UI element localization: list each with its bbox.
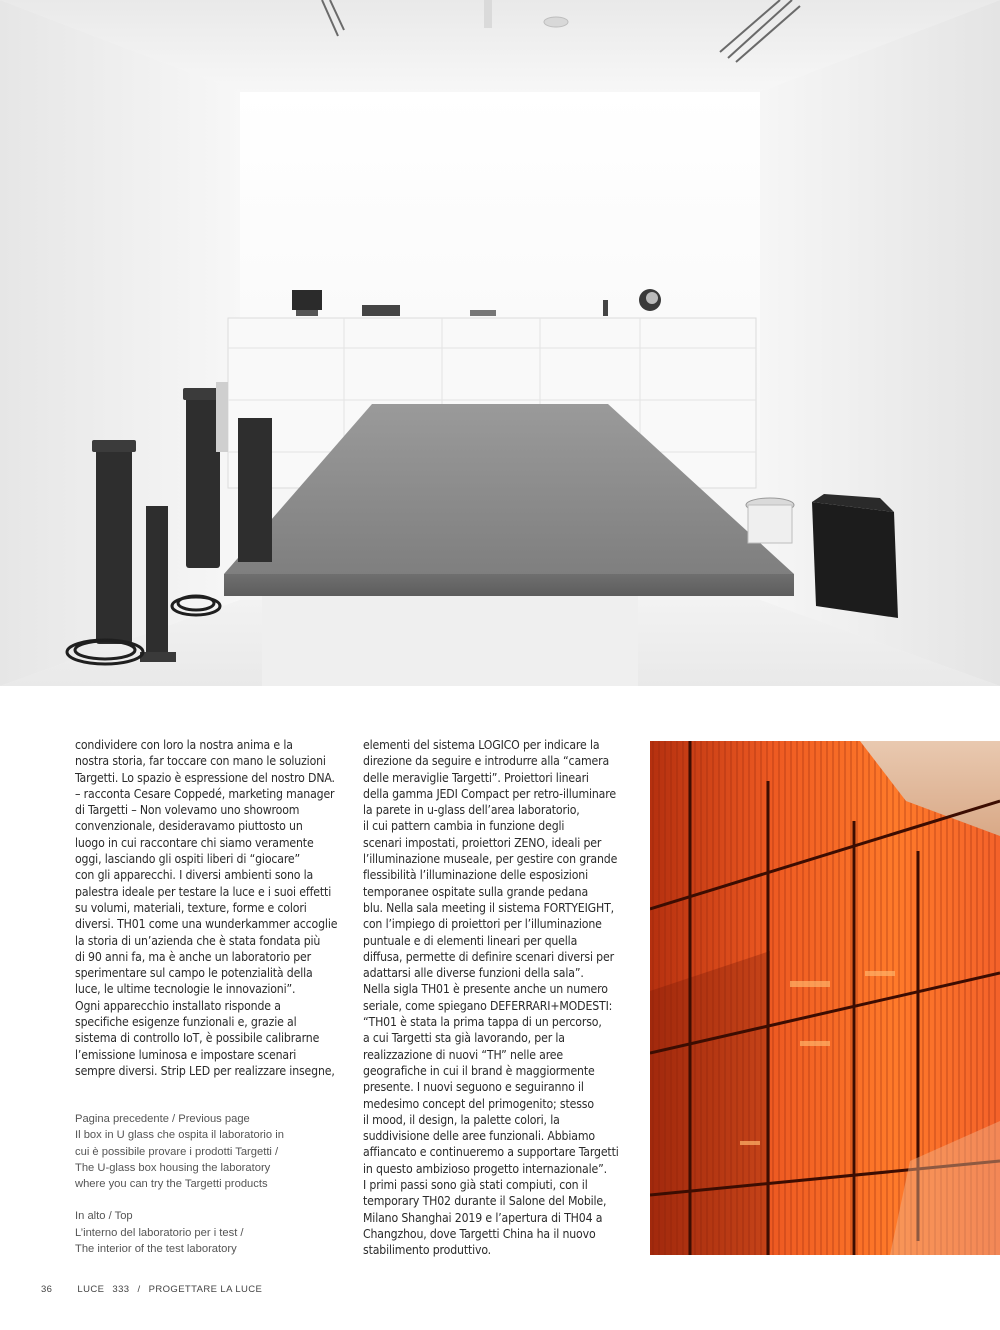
text-line: Targetti. Lo spazio è espressione del nostro DNA. [75, 770, 335, 785]
text-line: di 90 anni fa, ma è anche un laboratorio per [75, 949, 311, 964]
text-line: sempre diversi. Strip LED per realizzare insegne, [75, 1063, 335, 1078]
caption-line: Pagina precedente / Previous page [75, 1113, 250, 1125]
text-line: il mood, il design, la palette colori, la [363, 1112, 560, 1127]
text-line: la parete in u-glass dell’area laboratorio, [363, 803, 580, 818]
text-line: della gamma JEDI Compact per retro-illuminare [363, 786, 616, 801]
text-line: nostra storia, far toccare con mano le soluzioni [75, 754, 326, 769]
text-line: blu. Nella sala meeting il sistema FORTYEIGHT, [363, 900, 614, 915]
text-line: a cui Targetti sta già lavorando, per la [363, 1031, 565, 1046]
text-line: elementi del sistema LOGICO per indicare la [363, 738, 600, 752]
text-line: puntuale e di elementi lineari per quella [363, 933, 578, 948]
text-line: suddivisione delle aree funzionali. Abbiamo [363, 1129, 595, 1144]
text-line: condividere con loro la nostra anima e la [75, 738, 293, 752]
text-line: temporary TH02 durante il Salone del Mobile, [363, 1194, 607, 1209]
text-line: Ogni apparecchio installato risponde a [75, 998, 281, 1013]
u-glass-photo [650, 741, 1000, 1255]
text-column-middle [363, 737, 638, 1259]
text-line: Milano Shanghai 2019 e l’apertura di TH04 a [363, 1210, 603, 1225]
section-name: PROGETTARE LA LUCE [148, 1284, 263, 1295]
text-line: con gli apparecchi. I diversi ambienti sono la [75, 868, 314, 883]
text-line: flessibilità l’illuminazione delle esposizioni [363, 868, 588, 883]
caption-line: The U-glass box housing the laboratory [75, 1161, 271, 1174]
text-line: affiancato e continueremo a supportare Targetti [363, 1145, 619, 1160]
caption-line: cui è possibile provare i prodotti Targetti / [75, 1145, 279, 1158]
text-line: I primi passi sono già stati compiuti, con il [363, 1178, 588, 1193]
text-line: sistema di controllo IoT, è possibile calibrarne [75, 1031, 320, 1046]
text-line: in questo ambizioso progetto internazionale”. [363, 1161, 607, 1176]
issue-number: 333 [112, 1284, 130, 1295]
text-line: il cui pattern cambia in funzione degli [363, 819, 565, 834]
text-line: realizzazione di nuovi “TH” nelle aree [363, 1047, 564, 1062]
text-line: l’illuminazione museale, per gestire con grande [363, 852, 618, 867]
caption-line: In alto / Top [75, 1210, 133, 1223]
footer-separator: / [137, 1284, 141, 1295]
text-line: convenzionale, desideravamo piuttosto un [75, 819, 303, 834]
text-line: di Targetti – Non volevamo uno showroom [75, 803, 300, 818]
text-line: su volumi, materiali, texture, forme e colori [75, 900, 307, 915]
text-line: luce, le ultime tecnologie le innovazioni”. [75, 982, 296, 997]
text-line: l’emissione luminosa e impostare scenari [75, 1047, 297, 1062]
photo-captions [75, 1111, 345, 1273]
text-line: medesimo concept del primogenito; stesso [363, 1096, 594, 1111]
caption-top [75, 1208, 345, 1257]
text-line: presente. I nuovi seguono e seguiranno il [363, 1080, 584, 1095]
text-line: oggi, lasciando gli ospiti liberi di “giocare” [75, 852, 301, 867]
magazine-name: LUCE [77, 1284, 105, 1295]
text-line: Nella sigla TH01 è presente anche un numero [363, 982, 608, 997]
caption-line: where you can try the Targetti products [75, 1178, 268, 1191]
text-line: luogo in cui raccontare chi siamo veramente [75, 835, 314, 850]
text-line: specifiche esigenze funzionali e, grazie al [75, 1015, 297, 1030]
text-line: temporanee ospitate sulla grande pedana [363, 884, 589, 899]
caption-line: L’interno del laboratorio per i test / [75, 1226, 244, 1239]
caption-line: The interior of the test laboratory [75, 1243, 237, 1256]
text-line: delle meraviglie Targetti”. Proiettori lineari [363, 770, 589, 785]
text-column-left [75, 737, 350, 1079]
text-line: geografiche in cui il brand è maggiormente [363, 1063, 595, 1078]
caption-previous-page [75, 1111, 345, 1192]
text-line: sperimentare sul campo le potenzialità della [75, 966, 313, 981]
text-line: con l’impiego di proiettori per l’illuminazione [363, 917, 602, 932]
text-line: – racconta Cesare Coppedé, marketing manager [75, 786, 335, 801]
text-line: diversi. TH01 come una wunderkammer accoglie [75, 917, 338, 932]
u-glass-wall-illustration [650, 741, 1000, 1255]
text-line: stabilimento produttivo. [363, 1243, 492, 1258]
text-line: “TH01 è stata la prima tappa di un percorso, [363, 1015, 602, 1030]
text-line: scenari impostati, proiettori ZENO, ideali per [363, 835, 602, 850]
text-line: adattarsi alle diverse funzioni della sala”. [363, 966, 584, 981]
text-line: diffusa, permette di definire scenari diversi per [363, 949, 614, 964]
page-number: 36 [41, 1284, 53, 1295]
text-line: la storia di un’azienda che è stata fondata più [75, 933, 321, 948]
caption-line: Il box in U glass che ospita il laboratorio in [75, 1129, 284, 1142]
page-footer [41, 1284, 262, 1295]
text-line: palestra ideale per testare la luce e i suoi effetti [75, 884, 332, 899]
text-line: seriale, come spiegano DEFERRARI+MODESTI: [363, 998, 613, 1013]
text-line: direzione da seguire e introdurre alla “camera [363, 754, 610, 769]
text-line: Changzhou, dove Targetti China ha il nuovo [363, 1226, 596, 1241]
